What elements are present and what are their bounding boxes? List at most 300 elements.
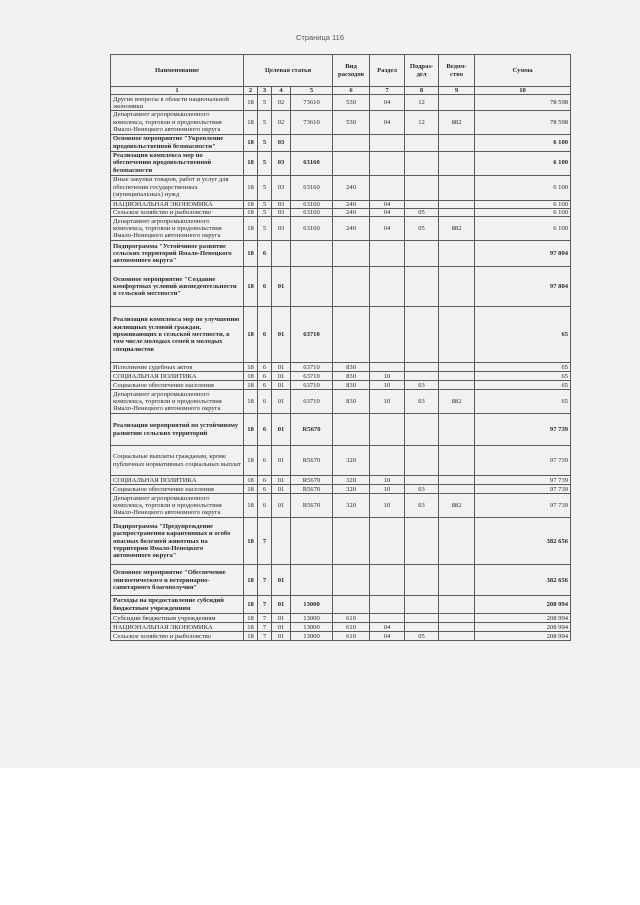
subsection-cell bbox=[405, 307, 439, 363]
subsection-cell: 05 bbox=[405, 632, 439, 641]
department-cell bbox=[439, 151, 475, 175]
expense-type-cell bbox=[333, 241, 370, 267]
code-direction: 63160 bbox=[291, 200, 333, 208]
table-row bbox=[111, 623, 571, 632]
column-number: 1 bbox=[111, 87, 244, 95]
row-name: Реализация мероприятий по устойчивому развитию сельских территорий bbox=[111, 414, 244, 446]
code-program: 18 bbox=[244, 614, 258, 623]
code-direction: 13000 bbox=[291, 614, 333, 623]
department-cell bbox=[439, 614, 475, 623]
row-name: Департамент агропромышленного комплекса, торговли и продовольствия Ямало-Ненецкого автономного округа bbox=[111, 494, 244, 518]
code-activity bbox=[272, 518, 291, 565]
row-name: Основное мероприятие "Обеспечение эпизоотического и ветеринарно-санитарного благополучия" bbox=[111, 565, 244, 596]
page-margin bbox=[0, 768, 640, 905]
department-cell: 882 bbox=[439, 494, 475, 518]
subsection-cell bbox=[405, 446, 439, 476]
section-cell: 04 bbox=[370, 217, 405, 241]
code-activity: 01 bbox=[272, 596, 291, 614]
code-activity: 01 bbox=[272, 614, 291, 623]
code-subprogram: 5 bbox=[258, 175, 272, 200]
code-direction bbox=[291, 518, 333, 565]
code-direction bbox=[291, 267, 333, 307]
expense-type-cell: 240 bbox=[333, 217, 370, 241]
amount-cell: 97 739 bbox=[475, 414, 571, 446]
row-name: Департамент агропромышленного комплекса, торговли и продовольствия Ямало-Ненецкого автономного округа bbox=[111, 390, 244, 414]
code-direction: 63710 bbox=[291, 307, 333, 363]
code-activity: 01 bbox=[272, 565, 291, 596]
table-row bbox=[111, 363, 571, 372]
code-subprogram: 6 bbox=[258, 241, 272, 267]
column-number-row bbox=[111, 87, 571, 95]
code-activity: 01 bbox=[272, 267, 291, 307]
code-program: 18 bbox=[244, 632, 258, 641]
section-cell: 10 bbox=[370, 372, 405, 381]
table-row bbox=[111, 632, 571, 641]
subsection-cell: 03 bbox=[405, 485, 439, 494]
row-name: СОЦИАЛЬНАЯ ПОЛИТИКА bbox=[111, 476, 244, 485]
table-row bbox=[111, 485, 571, 494]
header-name: Наименование bbox=[111, 55, 244, 87]
section-cell bbox=[370, 307, 405, 363]
code-subprogram: 5 bbox=[258, 95, 272, 111]
subsection-cell bbox=[405, 614, 439, 623]
subsection-cell bbox=[405, 518, 439, 565]
department-cell: 882 bbox=[439, 390, 475, 414]
department-cell bbox=[439, 307, 475, 363]
subsection-cell bbox=[405, 151, 439, 175]
code-direction: 13000 bbox=[291, 632, 333, 641]
code-subprogram: 6 bbox=[258, 446, 272, 476]
expense-type-cell bbox=[333, 596, 370, 614]
section-cell bbox=[370, 614, 405, 623]
column-number: 5 bbox=[291, 87, 333, 95]
table-row bbox=[111, 241, 571, 267]
code-direction: 63160 bbox=[291, 175, 333, 200]
code-subprogram: 6 bbox=[258, 381, 272, 390]
department-cell bbox=[439, 372, 475, 381]
amount-cell: 208 994 bbox=[475, 632, 571, 641]
department-cell bbox=[439, 381, 475, 390]
code-subprogram: 6 bbox=[258, 390, 272, 414]
code-program: 18 bbox=[244, 494, 258, 518]
row-name: Подпрограмма "Устойчивое развитие сельских территорий Ямало-Ненецкого автономного округа" bbox=[111, 241, 244, 267]
expense-type-cell bbox=[333, 134, 370, 151]
section-cell: 04 bbox=[370, 200, 405, 208]
page-number: Страница 116 bbox=[295, 33, 345, 42]
expense-type-cell: 610 bbox=[333, 632, 370, 641]
code-activity: 01 bbox=[272, 632, 291, 641]
table-body bbox=[111, 95, 571, 641]
subsection-cell: 03 bbox=[405, 381, 439, 390]
row-name: Другие вопросы в области национальной экономики bbox=[111, 95, 244, 111]
section-cell: 04 bbox=[370, 632, 405, 641]
code-program: 18 bbox=[244, 476, 258, 485]
code-subprogram: 7 bbox=[258, 565, 272, 596]
subsection-cell bbox=[405, 363, 439, 372]
row-name: Исполнение судебных актов bbox=[111, 363, 244, 372]
code-program: 18 bbox=[244, 151, 258, 175]
amount-cell: 65 bbox=[475, 390, 571, 414]
code-program: 18 bbox=[244, 485, 258, 494]
department-cell bbox=[439, 476, 475, 485]
row-name: Иные закупки товаров, работ и услуг для обеспечения государственных (муниципальных) нужд bbox=[111, 175, 244, 200]
table-row bbox=[111, 151, 571, 175]
code-program: 18 bbox=[244, 446, 258, 476]
section-cell bbox=[370, 518, 405, 565]
code-direction bbox=[291, 241, 333, 267]
code-direction: 63160 bbox=[291, 208, 333, 216]
code-subprogram: 6 bbox=[258, 485, 272, 494]
row-name: НАЦИОНАЛЬНАЯ ЭКОНОМИКА bbox=[111, 623, 244, 632]
header-target-article: Целевая статья bbox=[244, 55, 333, 87]
subsection-cell: 12 bbox=[405, 111, 439, 134]
column-number: 10 bbox=[475, 87, 571, 95]
table-row bbox=[111, 307, 571, 363]
amount-cell: 6 100 bbox=[475, 217, 571, 241]
code-subprogram: 7 bbox=[258, 614, 272, 623]
table-row bbox=[111, 267, 571, 307]
row-name: Подпрограмма "Предупреждение распространения карантинных и особо опасных болезней животных на территории Ямало-Ненецкого автономного округа" bbox=[111, 518, 244, 565]
table-row bbox=[111, 208, 571, 216]
amount-cell: 382 656 bbox=[475, 518, 571, 565]
department-cell bbox=[439, 485, 475, 494]
section-cell: 04 bbox=[370, 623, 405, 632]
table-header-row bbox=[111, 55, 571, 87]
code-direction: 63160 bbox=[291, 217, 333, 241]
code-subprogram: 7 bbox=[258, 518, 272, 565]
subsection-cell bbox=[405, 200, 439, 208]
amount-cell: 97 739 bbox=[475, 485, 571, 494]
code-activity: 01 bbox=[272, 363, 291, 372]
subsection-cell bbox=[405, 372, 439, 381]
budget-table bbox=[110, 54, 571, 641]
row-name: Реализация комплекса мер по улучшению жилищных условий граждан, проживающих в сельской местности, в том числе молодых семей и молодых специалистов bbox=[111, 307, 244, 363]
header-expense-type: Вид расходов bbox=[333, 55, 370, 87]
row-name: Реализация комплекса мер по обеспечению продовольственной безопасности bbox=[111, 151, 244, 175]
department-cell bbox=[439, 518, 475, 565]
column-number: 7 bbox=[370, 87, 405, 95]
column-number: 3 bbox=[258, 87, 272, 95]
code-subprogram: 5 bbox=[258, 134, 272, 151]
section-cell bbox=[370, 363, 405, 372]
code-subprogram: 7 bbox=[258, 632, 272, 641]
code-subprogram: 6 bbox=[258, 307, 272, 363]
code-activity: 03 bbox=[272, 134, 291, 151]
amount-cell: 97 739 bbox=[475, 494, 571, 518]
subsection-cell: 03 bbox=[405, 390, 439, 414]
code-direction: 63710 bbox=[291, 372, 333, 381]
table-row bbox=[111, 372, 571, 381]
subsection-cell bbox=[405, 596, 439, 614]
expense-type-cell bbox=[333, 151, 370, 175]
table-row bbox=[111, 381, 571, 390]
department-cell: 882 bbox=[439, 111, 475, 134]
code-activity: 03 bbox=[272, 217, 291, 241]
subsection-cell bbox=[405, 565, 439, 596]
section-cell bbox=[370, 134, 405, 151]
code-activity: 02 bbox=[272, 95, 291, 111]
row-name: Расходы на предоставление субсидий бюджетным учреждениям bbox=[111, 596, 244, 614]
amount-cell: 208 994 bbox=[475, 614, 571, 623]
expense-type-cell bbox=[333, 414, 370, 446]
code-direction: R5670 bbox=[291, 494, 333, 518]
expense-type-cell bbox=[333, 267, 370, 307]
code-program: 18 bbox=[244, 208, 258, 216]
code-activity: 01 bbox=[272, 372, 291, 381]
table-row bbox=[111, 95, 571, 111]
table-row bbox=[111, 565, 571, 596]
column-number: 9 bbox=[439, 87, 475, 95]
subsection-cell bbox=[405, 134, 439, 151]
section-cell: 10 bbox=[370, 476, 405, 485]
department-cell bbox=[439, 623, 475, 632]
code-program: 18 bbox=[244, 518, 258, 565]
row-name: Департамент агропромышленного комплекса, торговли и продовольствия Ямало-Ненецкого автономного округа bbox=[111, 111, 244, 134]
code-direction: 63710 bbox=[291, 390, 333, 414]
code-direction: R5670 bbox=[291, 446, 333, 476]
code-program: 18 bbox=[244, 372, 258, 381]
row-name: СОЦИАЛЬНАЯ ПОЛИТИКА bbox=[111, 372, 244, 381]
section-cell: 10 bbox=[370, 381, 405, 390]
code-direction: 13000 bbox=[291, 623, 333, 632]
row-name: Сельское хозяйство и рыболовство bbox=[111, 208, 244, 216]
code-activity: 01 bbox=[272, 494, 291, 518]
department-cell bbox=[439, 446, 475, 476]
amount-cell: 6 100 bbox=[475, 200, 571, 208]
expense-type-cell: 830 bbox=[333, 363, 370, 372]
expense-type-cell: 610 bbox=[333, 614, 370, 623]
code-program: 18 bbox=[244, 175, 258, 200]
section-cell: 04 bbox=[370, 111, 405, 134]
table-row bbox=[111, 494, 571, 518]
code-subprogram: 5 bbox=[258, 111, 272, 134]
amount-cell: 65 bbox=[475, 307, 571, 363]
amount-cell: 6 100 bbox=[475, 151, 571, 175]
amount-cell: 65 bbox=[475, 381, 571, 390]
amount-cell: 208 994 bbox=[475, 623, 571, 632]
code-activity: 01 bbox=[272, 476, 291, 485]
department-cell bbox=[439, 596, 475, 614]
code-subprogram: 5 bbox=[258, 151, 272, 175]
code-direction bbox=[291, 134, 333, 151]
section-cell bbox=[370, 414, 405, 446]
code-program: 18 bbox=[244, 623, 258, 632]
expense-type-cell: 320 bbox=[333, 476, 370, 485]
expense-type-cell: 610 bbox=[333, 623, 370, 632]
department-cell bbox=[439, 241, 475, 267]
department-cell bbox=[439, 95, 475, 111]
column-number: 4 bbox=[272, 87, 291, 95]
expense-type-cell: 530 bbox=[333, 111, 370, 134]
code-subprogram: 6 bbox=[258, 363, 272, 372]
code-program: 18 bbox=[244, 200, 258, 208]
code-program: 18 bbox=[244, 390, 258, 414]
section-cell bbox=[370, 446, 405, 476]
amount-cell: 78 598 bbox=[475, 111, 571, 134]
table-row bbox=[111, 596, 571, 614]
subsection-cell bbox=[405, 623, 439, 632]
code-subprogram: 7 bbox=[258, 623, 272, 632]
code-activity: 03 bbox=[272, 151, 291, 175]
subsection-cell bbox=[405, 414, 439, 446]
code-subprogram: 6 bbox=[258, 414, 272, 446]
code-direction: 73610 bbox=[291, 111, 333, 134]
amount-cell: 382 656 bbox=[475, 565, 571, 596]
code-subprogram: 6 bbox=[258, 494, 272, 518]
code-activity: 01 bbox=[272, 446, 291, 476]
header-section: Раздел bbox=[370, 55, 405, 87]
code-direction: 63710 bbox=[291, 381, 333, 390]
table-row bbox=[111, 217, 571, 241]
code-program: 18 bbox=[244, 596, 258, 614]
code-program: 18 bbox=[244, 307, 258, 363]
amount-cell: 97 739 bbox=[475, 476, 571, 485]
code-activity: 01 bbox=[272, 414, 291, 446]
code-program: 18 bbox=[244, 134, 258, 151]
table-row bbox=[111, 476, 571, 485]
row-name: Субсидии бюджетным учреждениям bbox=[111, 614, 244, 623]
row-name: Социальное обеспечение населения bbox=[111, 485, 244, 494]
table-row bbox=[111, 518, 571, 565]
subsection-cell: 05 bbox=[405, 208, 439, 216]
subsection-cell bbox=[405, 241, 439, 267]
department-cell bbox=[439, 175, 475, 200]
code-program: 18 bbox=[244, 95, 258, 111]
code-subprogram: 5 bbox=[258, 200, 272, 208]
department-cell bbox=[439, 363, 475, 372]
amount-cell: 6 100 bbox=[475, 208, 571, 216]
code-activity: 03 bbox=[272, 200, 291, 208]
table-row bbox=[111, 134, 571, 151]
code-direction: 13000 bbox=[291, 596, 333, 614]
department-cell bbox=[439, 267, 475, 307]
header-subsection: Подраз-дел bbox=[405, 55, 439, 87]
section-cell: 04 bbox=[370, 95, 405, 111]
department-cell bbox=[439, 134, 475, 151]
code-activity: 03 bbox=[272, 175, 291, 200]
code-program: 18 bbox=[244, 414, 258, 446]
row-name: Социальное обеспечение населения bbox=[111, 381, 244, 390]
code-program: 18 bbox=[244, 565, 258, 596]
section-cell bbox=[370, 241, 405, 267]
code-activity: 01 bbox=[272, 307, 291, 363]
section-cell: 10 bbox=[370, 494, 405, 518]
expense-type-cell bbox=[333, 518, 370, 565]
expense-type-cell: 830 bbox=[333, 381, 370, 390]
section-cell: 10 bbox=[370, 485, 405, 494]
department-cell bbox=[439, 414, 475, 446]
table-row bbox=[111, 200, 571, 208]
table-row bbox=[111, 111, 571, 134]
header-department: Ведом-ство bbox=[439, 55, 475, 87]
code-subprogram: 7 bbox=[258, 596, 272, 614]
section-cell bbox=[370, 267, 405, 307]
code-direction: R5670 bbox=[291, 485, 333, 494]
expense-type-cell: 830 bbox=[333, 372, 370, 381]
expense-type-cell: 830 bbox=[333, 390, 370, 414]
code-activity: 01 bbox=[272, 485, 291, 494]
code-activity: 03 bbox=[272, 208, 291, 216]
code-activity: 01 bbox=[272, 390, 291, 414]
table-row bbox=[111, 390, 571, 414]
amount-cell: 208 994 bbox=[475, 596, 571, 614]
amount-cell: 6 100 bbox=[475, 175, 571, 200]
subsection-cell: 12 bbox=[405, 95, 439, 111]
department-cell: 882 bbox=[439, 217, 475, 241]
expense-type-cell bbox=[333, 307, 370, 363]
header-amount: Сумма bbox=[475, 55, 571, 87]
code-subprogram: 5 bbox=[258, 208, 272, 216]
code-program: 18 bbox=[244, 111, 258, 134]
code-program: 18 bbox=[244, 381, 258, 390]
amount-cell: 6 100 bbox=[475, 134, 571, 151]
code-activity: 01 bbox=[272, 381, 291, 390]
subsection-cell: 03 bbox=[405, 494, 439, 518]
row-name: Основное мероприятие "Создание комфортных условий жизнедеятельности в сельской местности" bbox=[111, 267, 244, 307]
code-activity bbox=[272, 241, 291, 267]
department-cell bbox=[439, 565, 475, 596]
expense-type-cell: 320 bbox=[333, 494, 370, 518]
amount-cell: 65 bbox=[475, 372, 571, 381]
section-cell: 10 bbox=[370, 390, 405, 414]
expense-type-cell: 240 bbox=[333, 175, 370, 200]
amount-cell: 78 598 bbox=[475, 95, 571, 111]
code-program: 18 bbox=[244, 267, 258, 307]
row-name: Сельское хозяйство и рыболовство bbox=[111, 632, 244, 641]
code-direction: 73610 bbox=[291, 95, 333, 111]
table-row bbox=[111, 614, 571, 623]
code-direction bbox=[291, 565, 333, 596]
column-number: 6 bbox=[333, 87, 370, 95]
expense-type-cell: 320 bbox=[333, 446, 370, 476]
department-cell bbox=[439, 632, 475, 641]
section-cell bbox=[370, 151, 405, 175]
subsection-cell bbox=[405, 476, 439, 485]
code-subprogram: 6 bbox=[258, 372, 272, 381]
column-number: 8 bbox=[405, 87, 439, 95]
code-program: 18 bbox=[244, 217, 258, 241]
department-cell bbox=[439, 208, 475, 216]
section-cell bbox=[370, 175, 405, 200]
code-activity: 01 bbox=[272, 623, 291, 632]
table-row bbox=[111, 414, 571, 446]
expense-type-cell bbox=[333, 565, 370, 596]
column-number: 2 bbox=[244, 87, 258, 95]
expense-type-cell: 530 bbox=[333, 95, 370, 111]
row-name: Основное мероприятие "Укрепление продовольственной безопасности" bbox=[111, 134, 244, 151]
amount-cell: 97 804 bbox=[475, 241, 571, 267]
code-program: 18 bbox=[244, 241, 258, 267]
table-row bbox=[111, 175, 571, 200]
table-row bbox=[111, 446, 571, 476]
code-subprogram: 5 bbox=[258, 217, 272, 241]
code-direction: R5670 bbox=[291, 414, 333, 446]
department-cell bbox=[439, 200, 475, 208]
subsection-cell: 05 bbox=[405, 217, 439, 241]
section-cell bbox=[370, 565, 405, 596]
expense-type-cell: 320 bbox=[333, 485, 370, 494]
amount-cell: 65 bbox=[475, 363, 571, 372]
row-name: Социальные выплаты гражданам, кроме публичных нормативных социальных выплат bbox=[111, 446, 244, 476]
code-direction: 63160 bbox=[291, 151, 333, 175]
code-subprogram: 6 bbox=[258, 476, 272, 485]
expense-type-cell: 240 bbox=[333, 208, 370, 216]
amount-cell: 97 804 bbox=[475, 267, 571, 307]
expense-type-cell: 240 bbox=[333, 200, 370, 208]
row-name: Департамент агропромышленного комплекса, торговли и продовольствия Ямало-Ненецкого автономного округа bbox=[111, 217, 244, 241]
amount-cell: 97 739 bbox=[475, 446, 571, 476]
code-activity: 02 bbox=[272, 111, 291, 134]
